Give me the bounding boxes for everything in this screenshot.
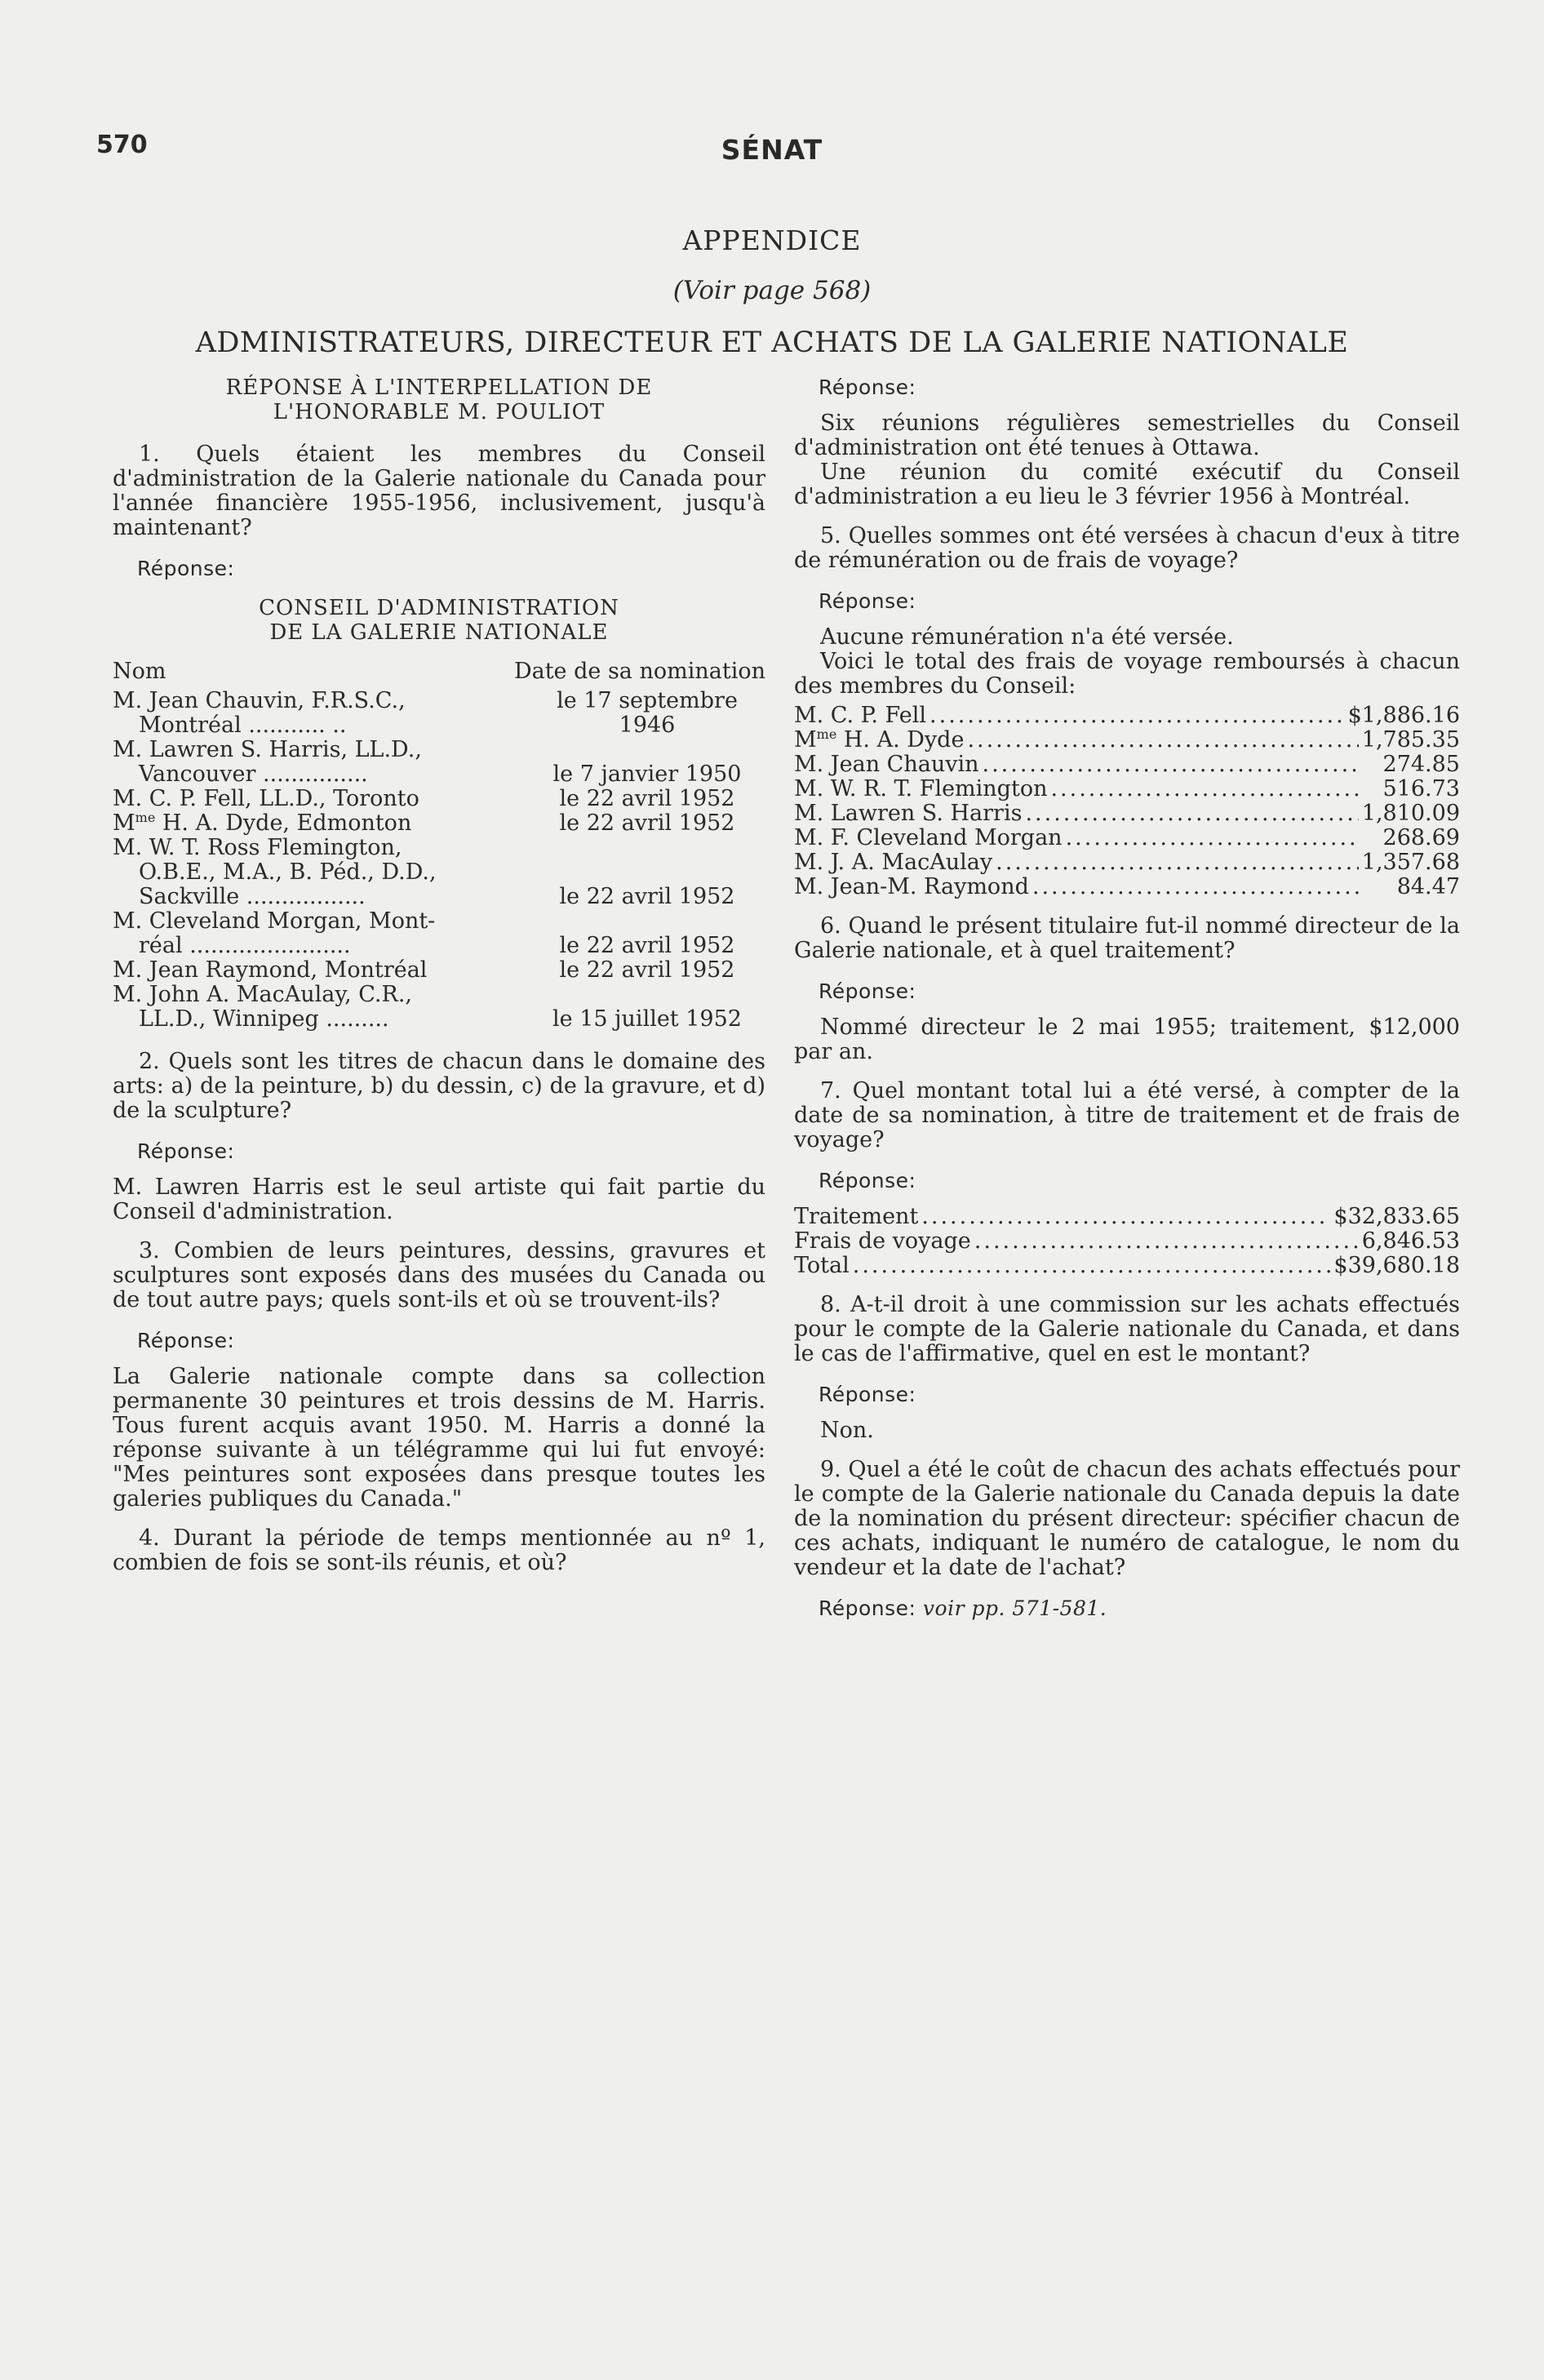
table-row xyxy=(113,909,765,958)
main-title: ADMINISTRATEURS, DIRECTEUR ET ACHATS DE LA GALERIE NATIONALE xyxy=(195,326,1349,359)
member-date: le 22 avril 1952 xyxy=(559,810,735,836)
appendix-title: APPENDICE xyxy=(682,224,862,256)
table-row xyxy=(794,801,1460,826)
total-label: Traitement xyxy=(794,1204,919,1229)
answer-8: Non. xyxy=(820,1418,874,1443)
member-date: le 22 avril 1952 xyxy=(559,957,735,983)
table-row xyxy=(794,875,1460,899)
member-date: le 22 avril 1952 xyxy=(559,786,735,811)
expense-name: M. W. R. T. Flemington xyxy=(794,776,1048,801)
total-amount: $32,833.65 xyxy=(1333,1204,1460,1229)
left-column xyxy=(113,375,765,1585)
expense-name-text: H. A. Dyde xyxy=(843,727,965,753)
title-prefix: M xyxy=(113,810,135,836)
totals-table xyxy=(794,1205,1460,1278)
reponse-label-8: Réponse: xyxy=(819,1383,916,1406)
question-4: 4. Durant la période de temps mentionnée au nº 1, combien de fois se sont-ils réunis, et où? xyxy=(113,1525,765,1575)
table-row xyxy=(113,689,765,738)
question-6: 6. Quand le présent titulaire fut-il nommé directeur de la Galerie nationale, et à quel traitement? xyxy=(794,913,1460,963)
leader-dots xyxy=(853,1254,1331,1278)
expense-name: M. C. P. Fell xyxy=(794,703,927,728)
expense-name xyxy=(794,728,964,753)
expense-name: M. Lawren S. Harris xyxy=(794,801,1023,826)
table-row xyxy=(113,738,765,787)
table-row xyxy=(113,983,765,1032)
question-2: 2. Quels sont les titres de chacun dans le domaine des arts: a) de la peinture, b) du dessin, c) de la gravure, et d) de la sculpture? xyxy=(113,1049,765,1123)
expense-amount: 516.73 xyxy=(1382,776,1460,801)
answer-6: Nommé directeur le 2 mai 1955; traitement, $12,000 par an. xyxy=(794,1015,1460,1064)
question-8: 8. A-t-il droit à une commission sur les achats effectués pour le compte de la Galerie nationale du Canada, et dans le cas de l'affirmative, quel en est le montant? xyxy=(794,1292,1460,1366)
leader-dots xyxy=(1032,875,1359,899)
table-row xyxy=(794,777,1460,801)
reponse-label-5: Réponse: xyxy=(819,589,916,613)
expense-amount: 1,357.68 xyxy=(1361,850,1460,875)
expense-amount: $1,886.16 xyxy=(1347,703,1460,728)
total-amount: 6,846.53 xyxy=(1361,1228,1460,1254)
member-name: M. John A. MacAulay, C.R., xyxy=(113,982,413,1007)
member-location: Sackville ................. xyxy=(139,884,366,909)
interpellation-heading-line1: RÉPONSE À L'INTERPELLATION DE xyxy=(225,375,653,400)
title-prefix-sup: me xyxy=(135,810,156,825)
member-name: M. C. P. Fell, LL.D., Toronto xyxy=(113,786,419,811)
reponse-9 xyxy=(819,1596,1460,1621)
question-7: 7. Quel montant total lui a été versé, à compter de la date de sa nomination, à titre de traitement et de frais de voyage? xyxy=(794,1078,1460,1152)
column-header-nom: Nom xyxy=(113,659,166,684)
member-location: Vancouver ............... xyxy=(139,762,368,787)
table-row xyxy=(794,1254,1460,1278)
member-name: M. W. T. Ross Flemington, xyxy=(113,835,402,860)
expense-name: M. Jean-M. Raymond xyxy=(794,874,1029,899)
answer-3: La Galerie nationale compte dans sa collection permanente 30 peintures et trois dessins de M. Harris. Tous furent acquis avant 1950. M. Harris a donné la réponse suivante à un télégramme qui lui fut envoyé: "Mes peintures sont exposées dans presque toutes les galeries publiques du Canada." xyxy=(113,1364,765,1512)
running-head: SÉNAT xyxy=(721,134,823,166)
member-name: M. Cleveland Morgan, Mont- xyxy=(113,908,436,934)
reponse-label-9: Réponse: xyxy=(819,1596,916,1620)
question-1: 1. Quels étaient les membres du Conseil d'administration de la Galerie nationale du Canada pour l'année financière 1955-1956, inclusivement, jusqu'à maintenant? xyxy=(113,442,765,540)
interpellation-heading-line2: L'HONORABLE M. POULIOT xyxy=(273,400,606,424)
answer-4b: Une réunion du comité exécutif du Conseil d'administration a eu lieu le 3 février 1956 à Montréal. xyxy=(794,460,1460,509)
question-9: 9. Quel a été le coût de chacun des achats effectués pour le compte de la Galerie nationale du Canada depuis la date de la nomination du présent directeur: spécifier chacun de ces achats, indiquant le numéro de catalogue, le nom du vendeur et la date de l'achat? xyxy=(794,1457,1460,1580)
reponse-label-4: Réponse: xyxy=(819,375,916,399)
expense-amount: 1,810.09 xyxy=(1361,801,1460,826)
expense-amount: 268.69 xyxy=(1382,825,1460,850)
member-name: M. Lawren S. Harris, LL.D., xyxy=(113,737,422,762)
interpellation-heading xyxy=(113,375,765,424)
title-prefix-sup: me xyxy=(816,726,837,742)
total-amount: $39,680.18 xyxy=(1333,1253,1460,1278)
leader-dots xyxy=(967,728,1358,753)
title-prefix: M xyxy=(794,727,817,753)
leader-dots xyxy=(1050,777,1359,801)
leader-dots xyxy=(1066,826,1359,850)
member-titles: O.B.E., M.A., B. Péd., D.D., xyxy=(139,859,437,885)
reponse-label-3: Réponse: xyxy=(137,1329,235,1352)
member-date: le 15 juillet 1952 xyxy=(552,1006,742,1032)
member-name xyxy=(113,811,496,836)
expense-amount: 84.47 xyxy=(1396,874,1460,899)
member-name: M. Jean Raymond, Montréal xyxy=(113,957,428,983)
members-table xyxy=(113,689,765,1032)
member-name: M. Jean Chauvin, F.R.S.C., xyxy=(113,688,406,713)
table-row xyxy=(794,826,1460,850)
reponse-label-1: Réponse: xyxy=(137,557,235,580)
members-table-header xyxy=(113,659,765,684)
question-3: 3. Combien de leurs peintures, dessins, gravures et sculptures sont exposés dans des musées du Canada ou de tout autre pays; quels sont-ils et où se trouvent-ils? xyxy=(113,1238,765,1312)
right-column xyxy=(794,375,1460,1632)
member-location: Montréal ........... .. xyxy=(139,713,347,738)
member-location: réal ....................... xyxy=(139,933,351,958)
page-reference: voir pp. 571-581. xyxy=(922,1596,1107,1620)
leader-dots xyxy=(1025,801,1358,826)
table-row xyxy=(794,850,1460,875)
question-5: 5. Quelles sommes ont été versées à chacun d'eux à titre de rémunération ou de frais de voyage? xyxy=(794,523,1460,573)
expense-amount: 274.85 xyxy=(1382,752,1460,777)
column-header-date: Date de sa nomination xyxy=(513,659,765,684)
table-row xyxy=(794,728,1460,753)
member-name-text: H. A. Dyde, Edmonton xyxy=(162,810,412,836)
member-date: le 17 septembre 1946 xyxy=(557,688,738,738)
page-number: 570 xyxy=(96,131,148,159)
member-date: le 22 avril 1952 xyxy=(559,884,735,909)
leader-dots xyxy=(974,1229,1359,1254)
table-row xyxy=(113,787,765,811)
conseil-heading-line2: DE LA GALERIE NATIONALE xyxy=(269,620,609,645)
expense-name: M. Jean Chauvin xyxy=(794,752,979,777)
member-date: le 22 avril 1952 xyxy=(559,933,735,958)
table-row xyxy=(794,704,1460,728)
total-label: Frais de voyage xyxy=(794,1228,971,1254)
expense-name: M. F. Cleveland Morgan xyxy=(794,825,1063,850)
table-row xyxy=(113,811,765,836)
conseil-heading xyxy=(113,596,765,645)
leader-dots xyxy=(996,850,1359,875)
answer-2: M. Lawren Harris est le seul artiste qui fait partie du Conseil d'administration. xyxy=(113,1174,765,1224)
answer-5b: Voici le total des frais de voyage remboursés à chacun des membres du Conseil: xyxy=(794,649,1460,699)
table-row xyxy=(113,836,765,909)
table-row xyxy=(113,958,765,983)
expenses-table xyxy=(794,704,1460,899)
expense-name: M. J. A. MacAulay xyxy=(794,850,993,875)
total-label: Total xyxy=(794,1253,850,1278)
reponse-label-2: Réponse: xyxy=(137,1139,235,1163)
table-row xyxy=(794,753,1460,777)
expense-amount: 1,785.35 xyxy=(1361,727,1460,753)
leader-dots xyxy=(930,704,1345,728)
answer-5a: Aucune rémunération n'a été versée. xyxy=(820,624,1234,650)
member-location: LL.D., Winnipeg ......... xyxy=(139,1006,389,1032)
table-row xyxy=(794,1205,1460,1229)
answer-4a: Six réunions régulières semestrielles du Conseil d'administration ont été tenues à Ottawa. xyxy=(794,411,1460,460)
reponse-label-6: Réponse: xyxy=(819,979,916,1003)
leader-dots xyxy=(983,753,1360,777)
conseil-heading-line1: CONSEIL D'ADMINISTRATION xyxy=(259,596,619,620)
table-row xyxy=(794,1229,1460,1254)
leader-dots xyxy=(921,1205,1330,1229)
reponse-label-7: Réponse: xyxy=(819,1169,916,1192)
member-date: le 7 janvier 1950 xyxy=(552,762,742,787)
see-page-reference: (Voir page 568) xyxy=(672,276,872,305)
